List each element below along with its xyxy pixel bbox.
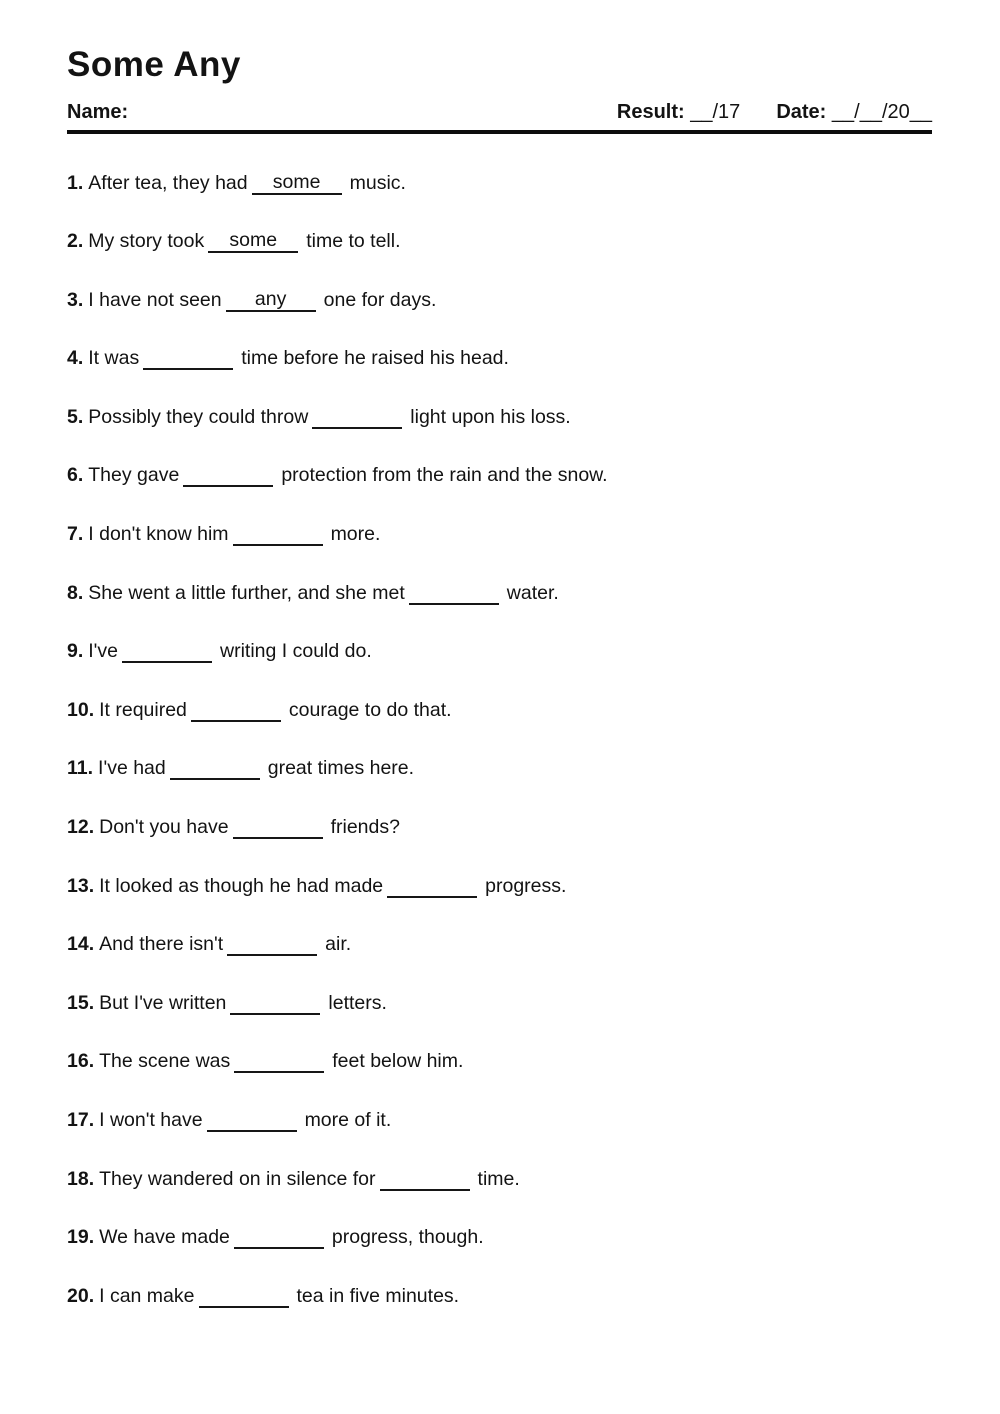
exercise-item: [67, 228, 932, 254]
exercise-item: [67, 931, 932, 957]
name-field: [67, 101, 128, 124]
item-text-after: time to tell.: [306, 230, 401, 253]
item-text-before: Don't you have: [99, 816, 229, 839]
item-text-before: They wandered on in silence for: [99, 1167, 376, 1190]
item-number: 3.: [67, 288, 84, 311]
item-text-after: feet below him.: [332, 1050, 464, 1073]
item-text-after: one for days.: [323, 288, 437, 311]
item-text-after: courage to do that.: [288, 698, 452, 721]
item-text-before: I don't know him: [88, 523, 229, 546]
item-text-after: writing I could do.: [220, 640, 372, 663]
item-text-after: water.: [506, 581, 559, 604]
item-text-before: I can make: [99, 1284, 195, 1307]
answer-blank[interactable]: [199, 1284, 289, 1308]
item-number: 8.: [67, 581, 84, 604]
item-number: 17.: [67, 1109, 95, 1131]
answer-blank[interactable]: [122, 639, 212, 663]
exercise-item: [67, 755, 932, 781]
item-number: 4.: [67, 347, 84, 370]
item-text-before: It required: [99, 698, 187, 721]
answer-blank[interactable]: [380, 1167, 470, 1191]
exercise-item: [67, 170, 932, 196]
item-number: 19.: [67, 1226, 95, 1249]
item-text-after: progress, though.: [331, 1226, 484, 1249]
item-text-after: letters.: [328, 991, 387, 1014]
answer-blank[interactable]: [409, 581, 499, 605]
date-value: __/__/20__: [831, 100, 932, 123]
header-right: [617, 101, 932, 124]
item-text-after: progress.: [485, 874, 567, 897]
item-text-before: I've: [88, 640, 119, 663]
answer-blank[interactable]: [234, 1225, 324, 1249]
answer-text: some: [272, 170, 321, 193]
item-number: 5.: [67, 405, 84, 428]
name-label: Name:: [67, 100, 129, 123]
exercise-item: [67, 1166, 932, 1192]
item-number: 18.: [67, 1167, 95, 1190]
exercise-item: [67, 1224, 932, 1250]
item-number: 13.: [67, 874, 95, 897]
worksheet-header: [67, 101, 932, 124]
item-text-before: And there isn't: [99, 933, 224, 956]
item-text-before: We have made: [99, 1226, 230, 1249]
item-text-after: tea in five minutes.: [296, 1284, 460, 1307]
item-text-before: I've had: [98, 757, 166, 780]
answer-blank[interactable]: [143, 346, 233, 370]
answer-blank[interactable]: [387, 874, 477, 898]
item-number: 1.: [67, 171, 84, 194]
item-number: 12.: [67, 816, 95, 839]
item-text-after: great times here.: [267, 757, 415, 780]
item-number: 10.: [67, 698, 95, 721]
exercise-item: [67, 638, 932, 664]
exercise-item: [67, 404, 932, 430]
item-number: 16.: [67, 1050, 95, 1073]
exercise-item: [67, 1107, 932, 1133]
answer-blank[interactable]: [233, 815, 323, 839]
item-text-before: She went a little further, and she met: [88, 581, 405, 604]
item-text-after: time before he raised his head.: [241, 347, 509, 370]
item-number: 20.: [67, 1284, 95, 1307]
date-label: Date:: [776, 100, 827, 123]
item-text-before: They gave: [88, 464, 180, 487]
item-text-before: It looked as though he had made: [99, 874, 384, 897]
answer-blank[interactable]: [208, 229, 298, 253]
date-field: [776, 101, 932, 124]
exercise-item: [67, 814, 932, 840]
result-value: __/17: [690, 100, 741, 123]
answer-blank[interactable]: [227, 932, 317, 956]
answer-blank[interactable]: [191, 698, 281, 722]
item-text-after: air.: [325, 933, 352, 956]
answer-text: some: [229, 229, 278, 252]
exercise-item: [67, 345, 932, 371]
answer-blank[interactable]: [207, 1108, 297, 1132]
item-number: 6.: [67, 464, 84, 487]
item-text-after: light upon his loss.: [410, 405, 571, 428]
item-text-after: protection from the rain and the snow.: [281, 464, 608, 487]
answer-blank[interactable]: [252, 171, 342, 195]
exercise-item: [67, 462, 932, 488]
answer-blank[interactable]: [183, 463, 273, 487]
answer-text: any: [254, 287, 287, 310]
answer-blank[interactable]: [226, 288, 316, 312]
exercise-item: [67, 580, 932, 606]
answer-blank[interactable]: [170, 756, 260, 780]
exercise-item: [67, 697, 932, 723]
page-title: Some Any: [67, 45, 241, 84]
item-text-before: The scene was: [99, 1050, 231, 1073]
answer-blank[interactable]: [233, 522, 323, 546]
header-divider: [67, 130, 932, 134]
exercise-item: [67, 1283, 932, 1309]
item-text-after: friends?: [330, 816, 400, 839]
item-text-after: more of it.: [304, 1109, 392, 1131]
item-text-before: I have not seen: [88, 288, 222, 311]
exercise-list: [67, 170, 932, 1309]
answer-blank[interactable]: [230, 991, 320, 1015]
exercise-item: [67, 1048, 932, 1074]
item-text-before: I won't have: [99, 1109, 203, 1131]
item-text-after: music.: [349, 171, 406, 194]
exercise-item: [67, 990, 932, 1016]
result-label: Result:: [616, 100, 685, 123]
item-number: 14.: [67, 933, 95, 956]
item-text-after: time.: [477, 1167, 520, 1190]
item-number: 2.: [67, 230, 84, 253]
exercise-item: [67, 873, 932, 899]
item-text-before: My story took: [88, 230, 205, 253]
item-text-after: more.: [330, 523, 381, 546]
item-text-before: After tea, they had: [88, 171, 248, 194]
item-text-before: Possibly they could throw: [88, 405, 309, 428]
item-number: 15.: [67, 991, 95, 1014]
item-number: 11.: [67, 757, 94, 780]
answer-blank[interactable]: [312, 405, 402, 429]
result-field: [617, 101, 740, 124]
item-text-before: It was: [88, 347, 140, 370]
exercise-item: [67, 287, 932, 313]
answer-blank[interactable]: [234, 1049, 324, 1073]
item-number: 9.: [67, 640, 84, 663]
exercise-item: [67, 521, 932, 547]
item-text-before: But I've written: [99, 991, 227, 1014]
item-number: 7.: [67, 523, 84, 546]
